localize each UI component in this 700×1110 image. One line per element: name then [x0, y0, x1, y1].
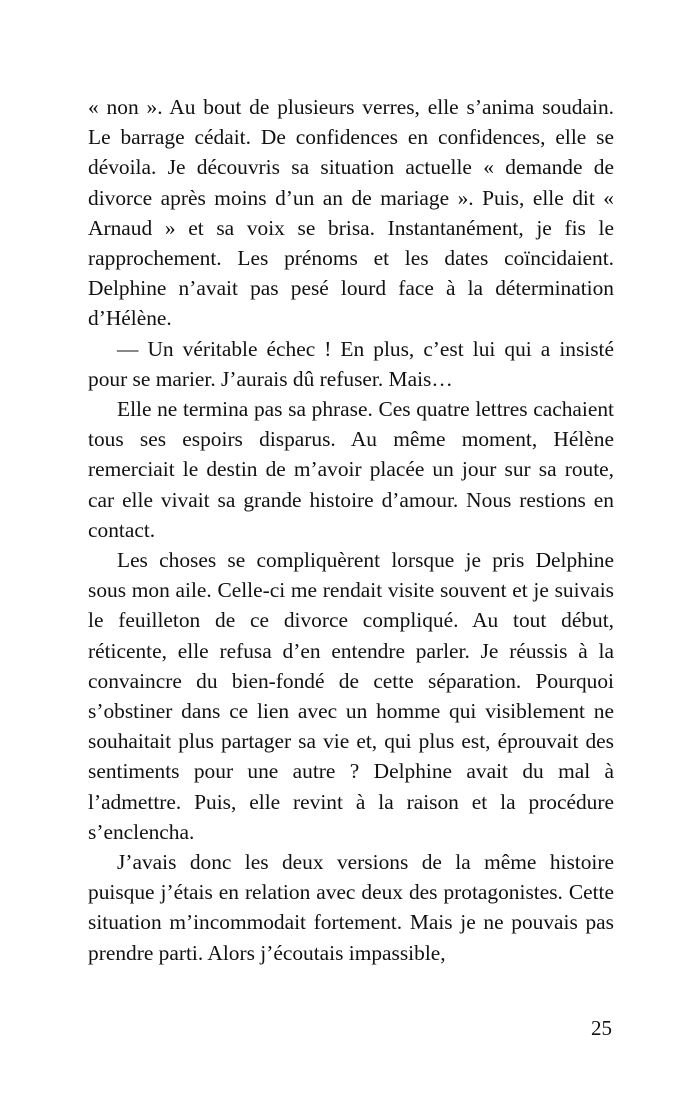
paragraph: J’avais donc les deux versions de la même histoire puisque j’étais en relation avec deux des protagonistes. Cette situation m’incommodait fortement. Mais je ne pouvais pas prendre parti. Alors j’écoutais impassible,	[88, 850, 614, 965]
paragraph: Les choses se compliquèrent lorsque je pris Delphine sous mon aile. Celle-ci me rendait visite souvent et je suivais le feuilleton de ce divorce compliqué. Au tout début, réticente, elle refusa d’en entendre parler. Je réussis à la convaincre du bien-fondé de cette séparation. Pourquoi s’obstiner dans ce lien avec un homme qui visiblement ne souhaitait plus partager sa vie et, qui plus est, éprouvait des sentiments pour une autre ? Delphine avait du mal à l’admettre. Puis, elle revint à la raison et la procédure s’enclencha.	[88, 548, 614, 844]
page-number: 25	[591, 1016, 612, 1040]
paragraph: Elle ne termina pas sa phrase. Ces quatre lettres cachaient tous ses espoirs disparus. Au même moment, Hélène remerciait le destin de m’avoir placée un jour sur sa route, car elle vivait sa grande histoire d’amour. Nous restions en contact.	[88, 397, 614, 542]
body-text	[88, 92, 614, 968]
paragraph-continuation: « non ». Au bout de plusieurs verres, elle s’anima soudain. Le barrage cédait. De confidences en confidences, elle se dévoila. Je découvris sa situation actuelle « demande de divorce après moins d’un an de mariage ». Puis, elle dit « Arnaud » et sa voix se brisa. Instantanément, je fis le rapprochement. Les prénoms et les dates coïncidaient. Delphine n’avait pas pesé lourd face à la détermination d’Hélène.	[88, 95, 614, 331]
paragraph-dialogue: — Un véritable échec ! En plus, c’est lui qui a insisté pour se marier. J’aurais dû refuser. Mais…	[88, 336, 614, 391]
